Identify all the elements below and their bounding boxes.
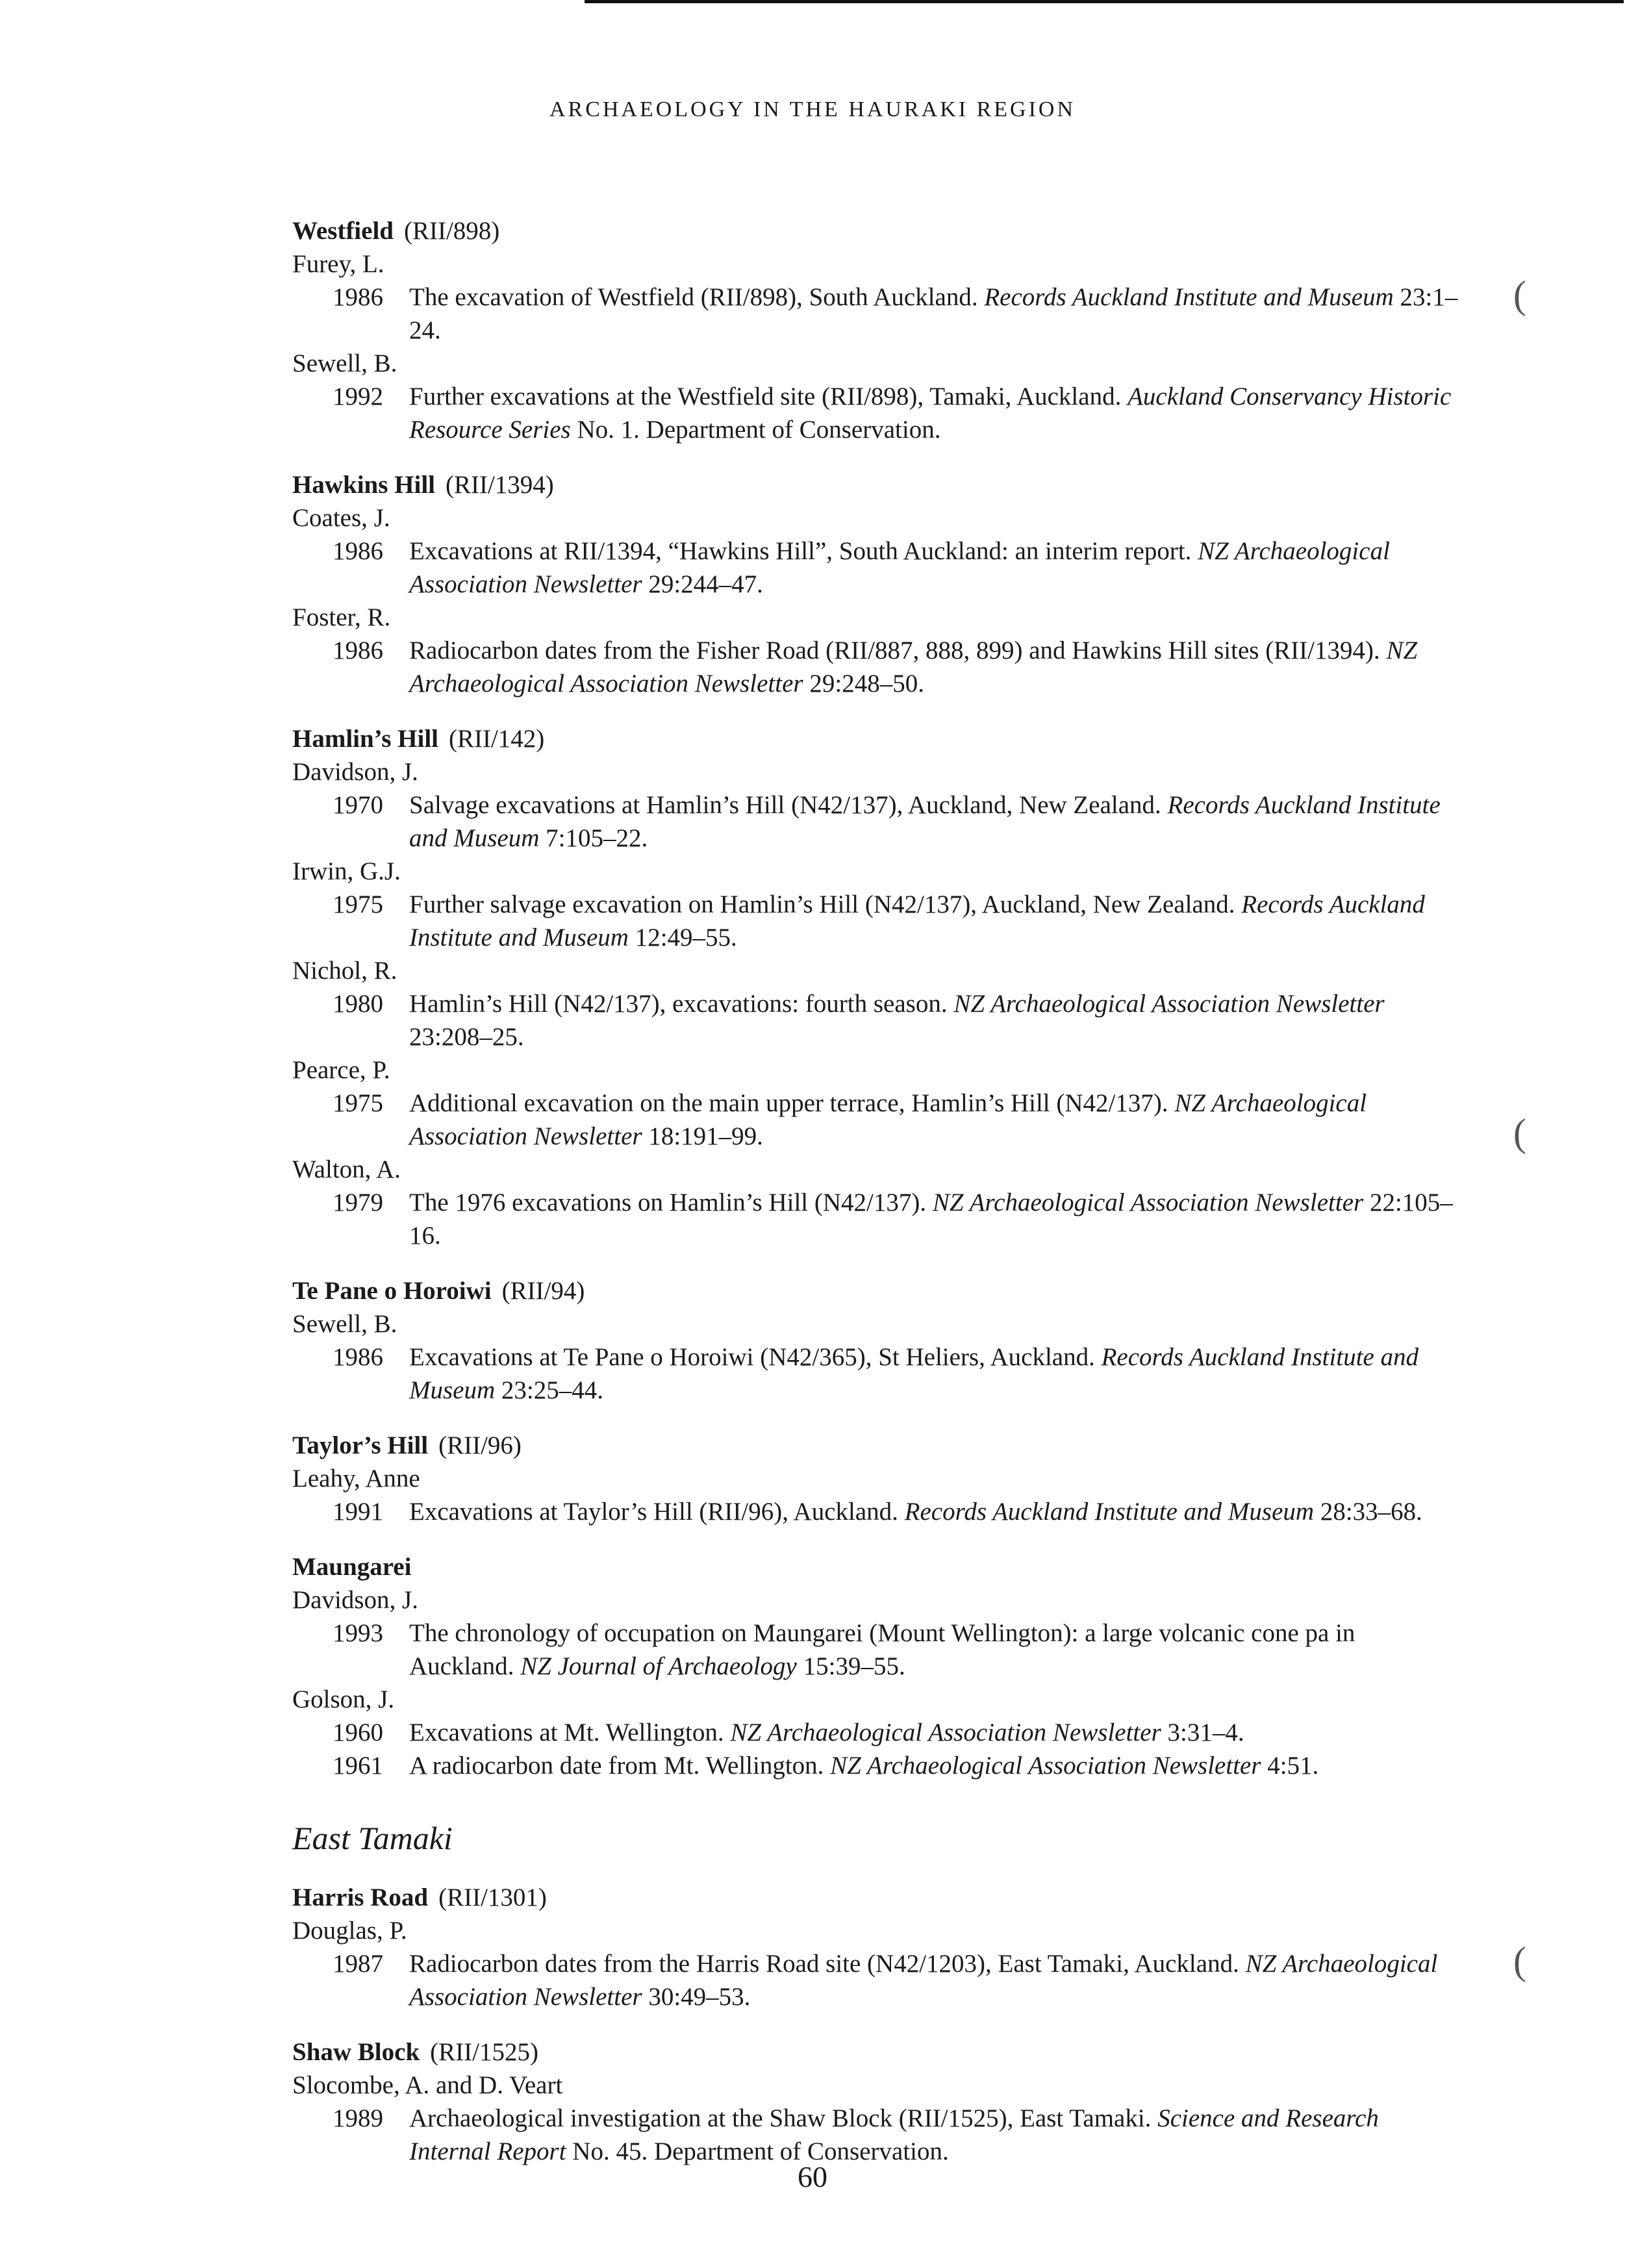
reference-title: Excavations at Mt. Wellington. — [409, 1719, 731, 1746]
reference-volume: 30:49–53. — [642, 1983, 751, 2011]
reference-entry — [292, 380, 1461, 446]
site-heading — [292, 722, 1461, 755]
site-code: (RII/1394) — [445, 471, 554, 499]
author-name: Nichol, R. — [292, 957, 397, 985]
site-name: Harris Road — [292, 1884, 429, 1911]
site-heading — [292, 1274, 1461, 1307]
reference-title: The 1976 excavations on Hamlin’s Hill (N42/137). — [409, 1189, 933, 1216]
reference-volume: 23:25–44. — [495, 1376, 603, 1404]
reference-entry — [292, 2102, 1461, 2168]
reference-year: 1986 — [333, 1343, 383, 1371]
site-name: Hawkins Hill — [292, 471, 435, 499]
reference-volume: 12:49–55. — [628, 924, 737, 951]
reference-publication: Science and Research Internal Report — [409, 2104, 1379, 2165]
author-name: Coates, J. — [292, 504, 390, 532]
author-name: Furey, L. — [292, 250, 384, 278]
reference-year: 1961 — [333, 1752, 383, 1780]
reference-volume: 22:105–16. — [409, 1189, 1453, 1250]
reference-text — [409, 1186, 1461, 1252]
author-name: Golson, J. — [292, 1685, 395, 1713]
reference-year: 1975 — [333, 890, 383, 918]
reference-title: Salvage excavations at Hamlin’s Hill (N42/137), Auckland, New Zealand. — [409, 791, 1168, 819]
reference-volume: 15:39–55. — [796, 1652, 905, 1680]
reference-entry — [292, 1617, 1461, 1683]
reference-title: Additional excavation on the main upper terrace, Hamlin’s Hill (N42/137). — [409, 1089, 1175, 1117]
bibliography-list — [292, 214, 1461, 2168]
section-heading: East Tamaki — [292, 1820, 453, 1856]
author-name: Foster, R. — [292, 603, 391, 631]
reference-year: 1970 — [333, 791, 383, 819]
site-heading — [292, 2035, 1461, 2069]
margin-mark: ( — [1513, 273, 1526, 316]
reference-year: 1987 — [333, 1950, 383, 1978]
reference-publication: Records Auckland Institute and Museum — [409, 1343, 1419, 1404]
author-name: Pearce, P. — [292, 1056, 390, 1084]
reference-year: 1989 — [333, 2104, 383, 2132]
reference-title: Radiocarbon dates from the Fisher Road (RII/887, 888, 899) and Hawkins Hill sites (RII/1394). — [409, 636, 1387, 664]
reference-volume: 29:244–47. — [642, 570, 763, 598]
margin-mark: ( — [1513, 1939, 1526, 1982]
reference-text — [409, 380, 1461, 446]
reference-entry — [292, 281, 1461, 347]
reference-title: The chronology of occupation on Maungarei (Mount Wellington): a large volcanic cone pa in Auckland. — [409, 1619, 1355, 1680]
reference-volume: 4:51. — [1261, 1752, 1319, 1780]
reference-text — [409, 1495, 1461, 1528]
reference-publication: NZ Journal of Archaeology — [520, 1652, 797, 1680]
reference-publication: Auckland Conservancy Historic Resource Series — [409, 383, 1452, 444]
site-name: Taylor’s Hill — [292, 1431, 429, 1459]
reference-entry — [292, 1716, 1461, 1749]
site-heading — [292, 214, 1461, 247]
author-name: Leahy, Anne — [292, 1465, 420, 1493]
reference-text — [409, 1716, 1461, 1749]
reference-year: 1960 — [333, 1719, 383, 1746]
reference-volume: 18:191–99. — [642, 1122, 763, 1150]
top-rule — [585, 0, 1624, 3]
reference-volume: No. 45. Department of Conservation. — [566, 2137, 949, 2165]
reference-entry — [292, 1749, 1461, 1782]
reference-year: 1991 — [333, 1498, 383, 1526]
reference-text — [409, 1341, 1461, 1407]
reference-entry — [292, 1495, 1461, 1528]
site-name: Hamlin’s Hill — [292, 725, 438, 753]
reference-title: Excavations at RII/1394, “Hawkins Hill”, South Auckland: an interim report. — [409, 537, 1198, 565]
page-number: 60 — [798, 2160, 827, 2193]
site-heading — [292, 1550, 1461, 1583]
reference-text — [409, 634, 1461, 700]
reference-title: Archaeological investigation at the Shaw Block (RII/1525), East Tamaki. — [409, 2104, 1158, 2132]
reference-text — [409, 1087, 1461, 1153]
reference-entry — [292, 535, 1461, 601]
reference-title: The excavation of Westfield (RII/898), South Auckland. — [409, 283, 985, 311]
site-name: Shaw Block — [292, 2038, 420, 2066]
site-name: Te Pane o Horoiwi — [292, 1277, 492, 1305]
author-name: Douglas, P. — [292, 1917, 407, 1945]
reference-title: A radiocarbon date from Mt. Wellington. — [409, 1752, 831, 1780]
site-heading — [292, 1429, 1461, 1462]
site-code: (RII/142) — [449, 725, 545, 753]
reference-text — [409, 1947, 1461, 2013]
reference-year: 1980 — [333, 990, 383, 1018]
reference-publication: Records Auckland Institute and Museum — [904, 1498, 1315, 1526]
site-code: (RII/1301) — [438, 1884, 547, 1911]
reference-title: Hamlin’s Hill (N42/137), excavations: fourth season. — [409, 990, 954, 1018]
author-name: Sewell, B. — [292, 1310, 397, 1338]
reference-volume: No. 1. Department of Conservation. — [570, 416, 941, 444]
reference-title: Radiocarbon dates from the Harris Road site (N42/1203), East Tamaki, Auckland. — [409, 1950, 1246, 1978]
reference-entry — [292, 888, 1461, 954]
author-name: Irwin, G.J. — [292, 857, 401, 885]
reference-year: 1992 — [333, 383, 383, 410]
site-name: Westfield — [292, 217, 394, 245]
author-name: Walton, A. — [292, 1155, 401, 1183]
reference-publication: NZ Archaeological Association Newsletter — [409, 636, 1418, 698]
reference-text — [409, 788, 1461, 855]
site-code: (RII/96) — [438, 1431, 522, 1459]
reference-publication: NZ Archaeological Association Newsletter — [830, 1752, 1261, 1780]
reference-volume: 23:208–25. — [409, 1023, 524, 1051]
reference-volume: 23:1–24. — [409, 283, 1458, 344]
running-header: ARCHAEOLOGY IN THE HAURAKI REGION — [549, 97, 1076, 121]
reference-text — [409, 281, 1461, 347]
reference-text — [409, 1749, 1461, 1782]
reference-publication: Records Auckland Institute and Museum — [984, 283, 1394, 311]
reference-year: 1993 — [333, 1619, 383, 1647]
reference-entry — [292, 1947, 1461, 2013]
reference-year: 1986 — [333, 537, 383, 565]
reference-text — [409, 888, 1461, 954]
reference-volume: 28:33–68. — [1314, 1498, 1422, 1526]
reference-entry — [292, 1186, 1461, 1252]
reference-year: 1986 — [333, 636, 383, 664]
margin-mark: ( — [1513, 1111, 1526, 1154]
reference-title: Further salvage excavation on Hamlin’s Hill (N42/137), Auckland, New Zealand. — [409, 890, 1242, 918]
reference-volume: 7:105–22. — [539, 824, 648, 852]
reference-publication: NZ Archaeological Association Newsletter — [409, 1950, 1438, 2011]
reference-publication: NZ Archaeological Association Newsletter — [730, 1719, 1161, 1746]
author-name: Sewell, B. — [292, 349, 397, 377]
reference-text — [409, 1617, 1461, 1683]
reference-year: 1986 — [333, 283, 383, 311]
author-name: Slocombe, A. and D. Veart — [292, 2071, 563, 2099]
reference-entry — [292, 788, 1461, 855]
author-name: Davidson, J. — [292, 1586, 418, 1614]
reference-publication: Records Auckland Institute and Museum — [409, 890, 1425, 951]
site-code: (RII/898) — [403, 217, 500, 245]
reference-publication: Records Auckland Institute and Museum — [409, 791, 1441, 852]
reference-title: Excavations at Taylor’s Hill (RII/96), Auckland. — [409, 1498, 905, 1526]
reference-text — [409, 535, 1461, 601]
site-code: (RII/1525) — [430, 2038, 538, 2066]
reference-publication: NZ Archaeological Association Newsletter — [409, 537, 1390, 598]
reference-text — [409, 2102, 1461, 2168]
reference-publication: NZ Archaeological Association Newsletter — [932, 1189, 1364, 1216]
reference-publication: NZ Archaeological Association Newsletter — [953, 990, 1385, 1018]
reference-entry — [292, 1087, 1461, 1153]
reference-year: 1975 — [333, 1089, 383, 1117]
reference-title: Further excavations at the Westfield site (RII/898), Tamaki, Auckland. — [409, 383, 1128, 410]
reference-text — [409, 987, 1461, 1053]
reference-volume: 29:248–50. — [803, 670, 924, 698]
reference-year: 1979 — [333, 1189, 383, 1216]
site-heading — [292, 468, 1461, 501]
reference-title: Excavations at Te Pane o Horoiwi (N42/365), St Heliers, Auckland. — [409, 1343, 1102, 1371]
site-heading — [292, 1881, 1461, 1914]
reference-entry — [292, 1341, 1461, 1407]
author-name: Davidson, J. — [292, 758, 418, 786]
reference-entry — [292, 634, 1461, 700]
site-name: Maungarei — [292, 1553, 412, 1581]
reference-entry — [292, 987, 1461, 1053]
site-code: (RII/94) — [501, 1277, 585, 1305]
reference-volume: 3:31–4. — [1161, 1719, 1244, 1746]
reference-publication: NZ Archaeological Association Newsletter — [409, 1089, 1367, 1150]
